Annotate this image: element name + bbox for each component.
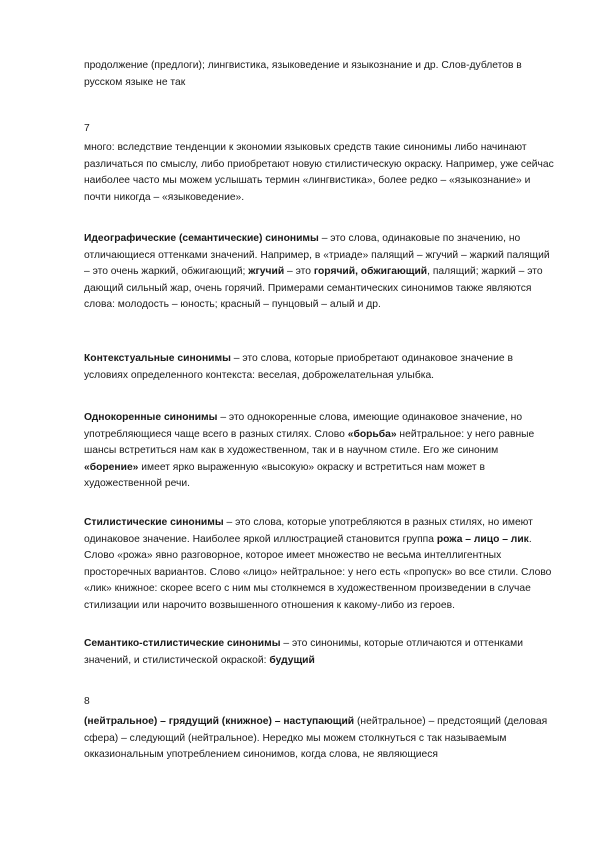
paragraph-same-root-synonyms <box>84 410 554 493</box>
paragraph-text: , палящий; жаркий – это дающий сильный жар, очень горячий. Примерами семантических синонимов также являются слова: молодость – юность; красный – пунцовый – алый и др. <box>84 266 543 311</box>
paragraph-text: нейтральное: у него равные шансы встретиться нам как в художественном, так и в научном стиле. Его же синоним <box>84 428 535 457</box>
paragraph-text: – это слова, которые употребляются в разных стилях, но имеют одинаковое значение. Наиболее яркой иллюстрацией становится группа <box>84 517 533 545</box>
paragraph-ideographic-synonyms <box>84 231 554 314</box>
paragraph-text: – это <box>284 266 314 278</box>
paragraph-text: . Слово «рожа» явно разговорное, которое имеет множество не весьма интеллигентных просторечных вариантов. Слово «лицо» нейтральное: у него есть «пропуск» во все стили. Слово «лик» книжное: скорее всего с ним мы столкнемся в художественном произведении в случае стилизации или нарочито возвышенного отношения к какому-либо из героев. <box>84 533 552 611</box>
paragraph-occasional-synonyms <box>84 714 554 764</box>
paragraph-text: – это синонимы, которые отличаются и оттенками значений, и стилистической окраской: <box>84 638 523 666</box>
paragraph-text: – это однокоренные слова, имеющие одинаковое значение, но употребляющиеся чаще всего в разных стилях. Слово <box>84 412 523 440</box>
paragraph-text: (нейтральное) – предстоящий (деловая сфера) – следующий (нейтральное). Нередко мы можем столкнуться с так называемым окказиональным употреблением синонимов, когда слова, не являющиеся <box>84 716 548 761</box>
bold-word: «борьба» <box>347 428 397 440</box>
bold-word: рожа – лицо – лик <box>436 533 529 545</box>
paragraph-economy <box>84 140 554 206</box>
term-heading: Однокоренные синонимы <box>84 412 218 423</box>
page-number: 7 <box>84 123 90 134</box>
bold-word: будущий <box>269 654 315 666</box>
term-heading: Идеографические (семантические) синонимы <box>84 233 319 244</box>
paragraph-semantic-stylistic-synonyms <box>84 636 554 669</box>
page-number: 8 <box>84 696 90 707</box>
bold-word: горячий, обжигающий <box>313 266 428 278</box>
paragraph-contextual-synonyms <box>84 351 554 384</box>
bold-word: жгучий <box>248 266 285 278</box>
bold-word: (нейтральное) – грядущий (книжное) – наступающий <box>84 716 355 727</box>
paragraph-text: – это слова, которые приобретают одинаковое значение в условиях определенного контекста: веселая, доброжелательная улыбка. <box>84 353 513 381</box>
paragraph-text: много: вследствие тенденции к экономии языковых средств такие синонимы либо начинают различаться по смыслу, либо приобретают новую стилистическую окраску. Например, уже сейчас наиболее часто мы можем услышать термин «лингвистика», более редко – «языкознание» и почти никогда – «языковедение». <box>84 142 554 203</box>
bold-word: «борение» <box>84 461 139 473</box>
term-heading: Стилистические синонимы <box>84 517 224 528</box>
paragraph-text: имеет ярко выраженную «высокую» окраску и встретиться нам может в художественной речи. <box>84 461 485 490</box>
term-heading: Контекстуальные синонимы <box>84 353 231 364</box>
paragraph-text: – это слова, одинаковые по значению, но отличающиеся оттенками значений. Например, в «триаде» палящий – жгучий – жаркий палящий – это очень жаркий, обжигающий; <box>84 233 550 278</box>
paragraph-doublets-end <box>84 58 554 91</box>
term-heading: Семантико-стилистические синонимы <box>84 638 281 649</box>
paragraph-stylistic-synonyms <box>84 515 554 615</box>
paragraph-text: продолжение (предлоги); лингвистика, языковедение и языкознание и др. Слов-дублетов в русском языке не так <box>84 60 522 88</box>
